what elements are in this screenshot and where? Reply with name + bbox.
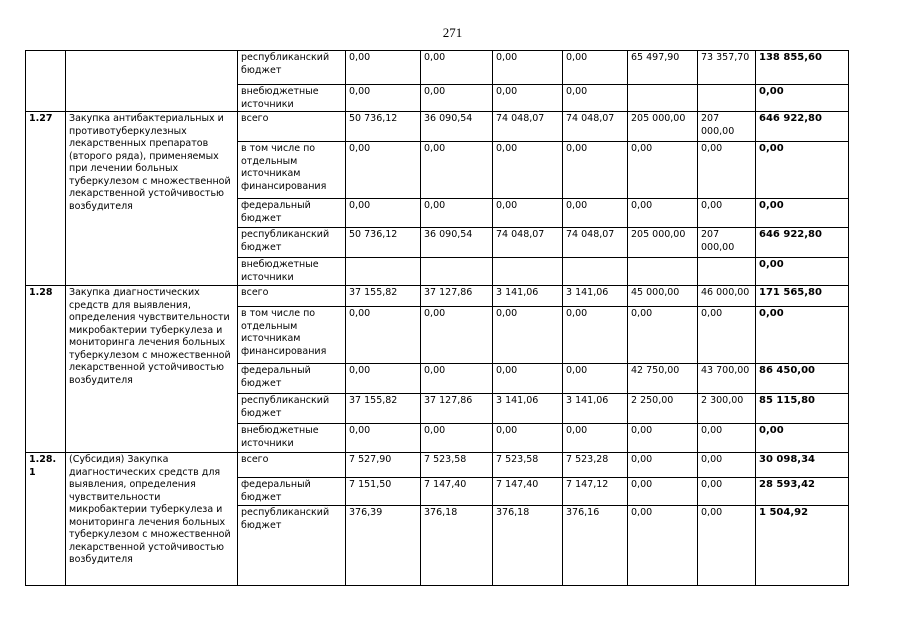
year-value: 3 141,06 [563,286,628,307]
item-number: 1.28 [26,286,66,453]
year-value: 0,00 [563,307,628,364]
year-value: 205 000,00 [628,112,698,142]
year-value: 36 090,54 [421,112,493,142]
year-value: 207 000,00 [698,228,756,258]
table-row [26,112,849,142]
year-value: 74 048,07 [493,228,563,258]
year-value: 2 300,00 [698,394,756,424]
funding-source: республиканский бюджет [238,394,346,424]
year-value: 3 141,06 [493,394,563,424]
year-value: 37 155,82 [346,394,421,424]
year-value: 0,00 [346,307,421,364]
year-value: 0,00 [421,142,493,199]
item-name [66,51,238,112]
year-value: 65 497,90 [628,51,698,85]
year-value: 0,00 [698,199,756,228]
year-value [493,258,563,286]
year-value: 0,00 [346,51,421,85]
item-name: (Субсидия) Закупка диагностических средств для выявления, определения чувствительности микробактерии туберкулеза и мониторинга лечения больных туберкулезом с множественной лекарственной устойчивостью возбудителя [66,453,238,586]
year-value: 7 151,50 [346,478,421,506]
year-value: 0,00 [628,506,698,586]
year-value [421,258,493,286]
table-row [26,453,849,478]
total-value: 30 098,34 [756,453,849,478]
item-number: 1.27 [26,112,66,286]
total-value: 86 450,00 [756,364,849,394]
year-value: 7 147,12 [563,478,628,506]
year-value: 0,00 [493,424,563,453]
total-value: 0,00 [756,142,849,199]
year-value: 74 048,07 [493,112,563,142]
year-value: 0,00 [698,307,756,364]
funding-source: всего [238,453,346,478]
year-value: 7 523,28 [563,453,628,478]
year-value [346,258,421,286]
year-value: 376,18 [493,506,563,586]
year-value [698,258,756,286]
year-value: 37 127,86 [421,286,493,307]
year-value: 36 090,54 [421,228,493,258]
year-value: 73 357,70 [698,51,756,85]
total-value: 646 922,80 [756,228,849,258]
total-value: 0,00 [756,307,849,364]
budget-table [25,50,849,586]
year-value: 50 736,12 [346,112,421,142]
total-value: 0,00 [756,258,849,286]
funding-source: внебюджетные источники [238,424,346,453]
year-value: 0,00 [421,199,493,228]
funding-source: в том числе по отдельным источникам финансирования [238,307,346,364]
year-value [628,258,698,286]
year-value: 74 048,07 [563,112,628,142]
item-number [26,51,66,112]
year-value: 0,00 [346,364,421,394]
year-value: 376,18 [421,506,493,586]
funding-source: внебюджетные источники [238,85,346,112]
year-value [563,258,628,286]
year-value: 2 250,00 [628,394,698,424]
year-value: 207 000,00 [698,112,756,142]
funding-source: внебюджетные источники [238,258,346,286]
year-value: 0,00 [563,142,628,199]
funding-source: республиканский бюджет [238,228,346,258]
year-value: 74 048,07 [563,228,628,258]
total-value: 0,00 [756,85,849,112]
year-value: 0,00 [346,142,421,199]
total-value: 1 504,92 [756,506,849,586]
year-value: 0,00 [628,199,698,228]
funding-source: федеральный бюджет [238,199,346,228]
total-value: 0,00 [756,199,849,228]
year-value: 7 147,40 [493,478,563,506]
total-value: 138 855,60 [756,51,849,85]
year-value: 0,00 [698,142,756,199]
year-value: 0,00 [563,51,628,85]
year-value: 0,00 [698,506,756,586]
page-number: 271 [442,25,463,40]
year-value: 205 000,00 [628,228,698,258]
funding-source: всего [238,112,346,142]
item-number: 1.28.1 [26,453,66,586]
year-value: 7 523,58 [493,453,563,478]
year-value: 0,00 [493,364,563,394]
year-value: 7 147,40 [421,478,493,506]
total-value: 171 565,80 [756,286,849,307]
year-value: 0,00 [493,199,563,228]
year-value: 0,00 [346,199,421,228]
funding-source: в том числе по отдельным источникам финансирования [238,142,346,199]
funding-source: республиканский бюджет [238,506,346,586]
year-value: 0,00 [421,51,493,85]
funding-source: всего [238,286,346,307]
year-value: 0,00 [421,307,493,364]
year-value: 37 127,86 [421,394,493,424]
year-value: 7 523,58 [421,453,493,478]
year-value: 0,00 [628,142,698,199]
year-value: 0,00 [563,85,628,112]
year-value: 7 527,90 [346,453,421,478]
table-row [26,286,849,307]
item-name: Закупка диагностических средств для выявления, определения чувствительности микробактерии туберкулеза и мониторинга лечения больных туберкулезом с множественной лекарственной устойчивостью возбудителя [66,286,238,453]
year-value: 0,00 [493,51,563,85]
funding-source: федеральный бюджет [238,478,346,506]
year-value: 0,00 [698,424,756,453]
year-value: 46 000,00 [698,286,756,307]
funding-source: республиканский бюджет [238,51,346,85]
year-value: 3 141,06 [563,394,628,424]
year-value: 376,39 [346,506,421,586]
year-value: 0,00 [563,199,628,228]
total-value: 85 115,80 [756,394,849,424]
year-value: 0,00 [563,424,628,453]
year-value: 0,00 [628,453,698,478]
year-value: 0,00 [563,364,628,394]
year-value: 43 700,00 [698,364,756,394]
year-value: 0,00 [698,478,756,506]
year-value: 0,00 [493,142,563,199]
year-value [628,85,698,112]
year-value: 0,00 [346,424,421,453]
year-value: 42 750,00 [628,364,698,394]
item-name: Закупка антибактериальных и противотуберкулезных лекарственных препаратов (второго ряда), применяемых при лечении больных туберкулезом с множественной лекарственной устойчивостью возбудителя [66,112,238,286]
total-value: 0,00 [756,424,849,453]
year-value: 0,00 [346,85,421,112]
year-value: 3 141,06 [493,286,563,307]
year-value: 0,00 [698,453,756,478]
total-value: 646 922,80 [756,112,849,142]
year-value [698,85,756,112]
year-value: 0,00 [628,424,698,453]
year-value: 0,00 [493,307,563,364]
year-value: 0,00 [628,307,698,364]
year-value: 37 155,82 [346,286,421,307]
year-value: 45 000,00 [628,286,698,307]
year-value: 376,16 [563,506,628,586]
year-value: 50 736,12 [346,228,421,258]
total-value: 28 593,42 [756,478,849,506]
year-value: 0,00 [628,478,698,506]
year-value: 0,00 [421,424,493,453]
table-row [26,51,849,85]
year-value: 0,00 [421,85,493,112]
funding-source: федеральный бюджет [238,364,346,394]
year-value: 0,00 [421,364,493,394]
year-value: 0,00 [493,85,563,112]
